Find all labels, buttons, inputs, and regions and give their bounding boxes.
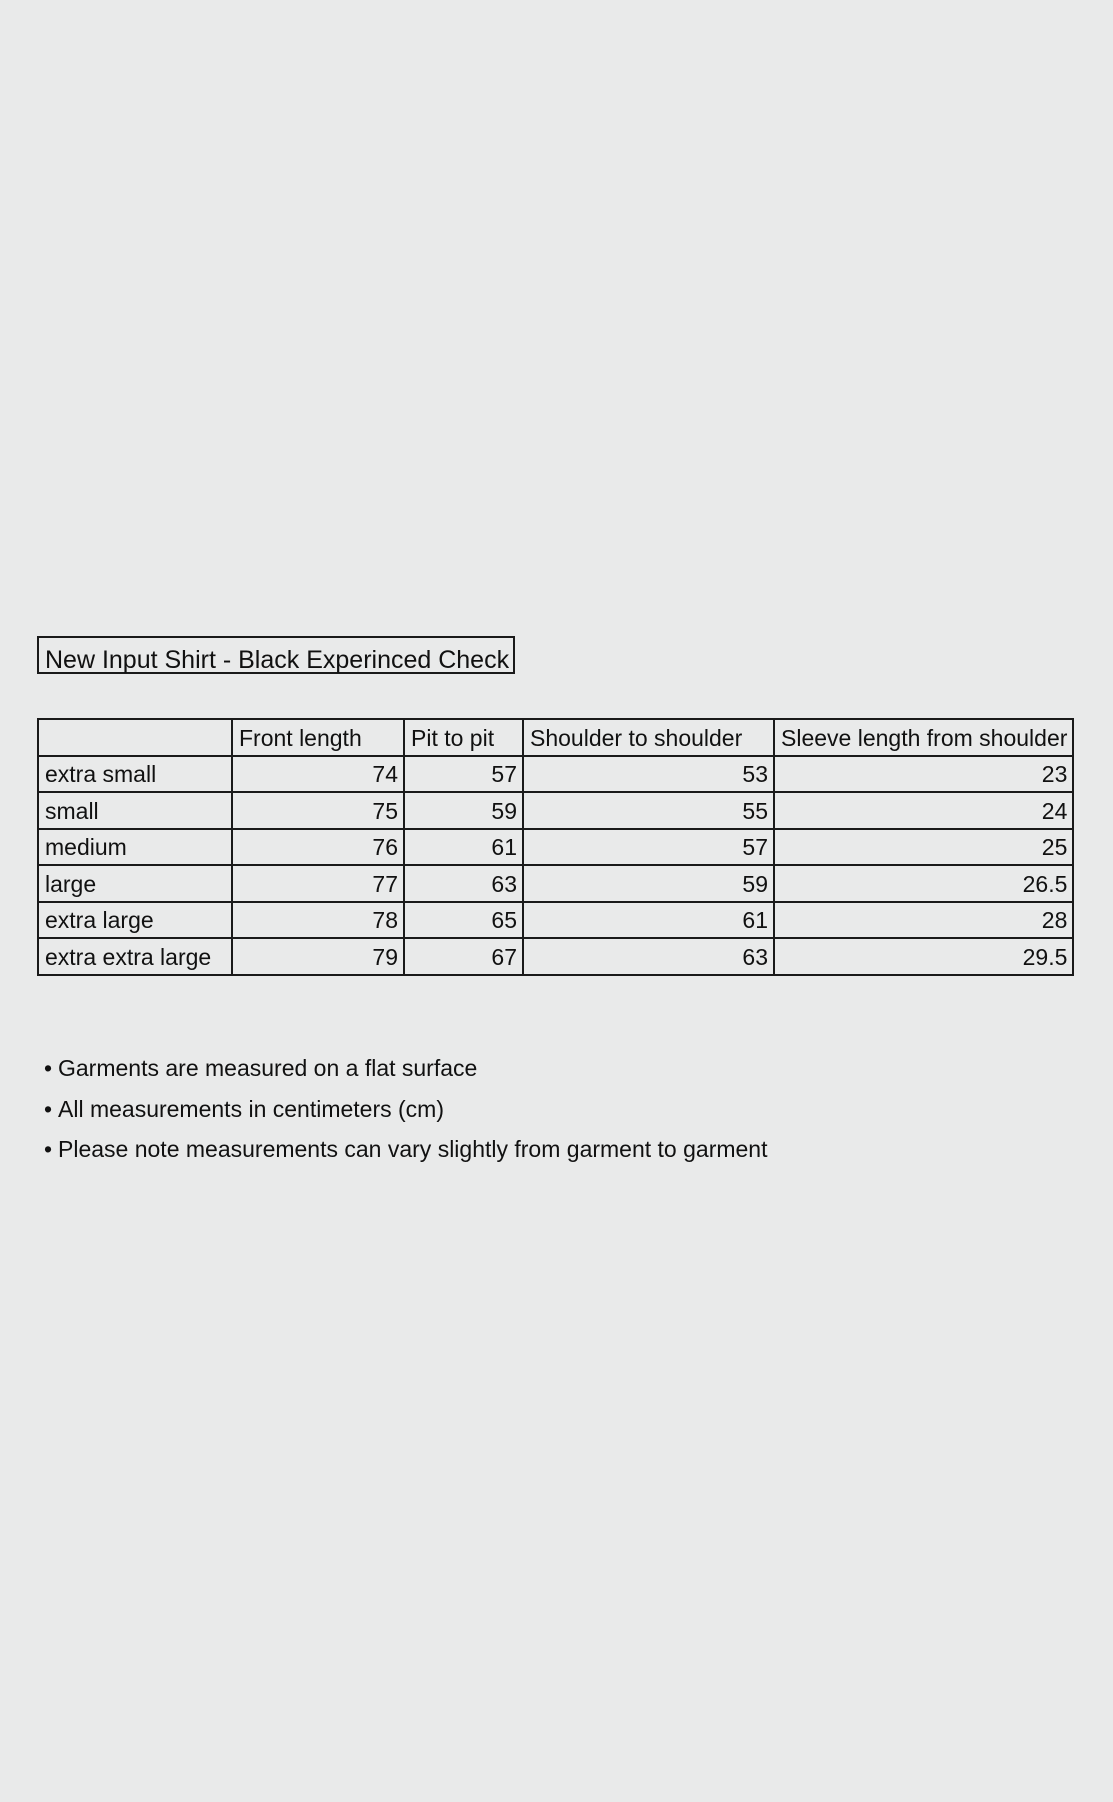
sleeve-length-value: 23 <box>774 756 1073 793</box>
front-length-value: 76 <box>232 829 404 866</box>
note-text: Please note measurements can vary slightly from garment to garment <box>58 1136 768 1162</box>
bullet-icon: • <box>44 1136 53 1162</box>
table-row <box>38 902 1073 939</box>
front-length-value: 79 <box>232 938 404 975</box>
shoulder-to-shoulder-value: 55 <box>523 792 774 829</box>
bullet-icon: • <box>44 1095 53 1122</box>
bullet-icon: • <box>44 1055 53 1081</box>
size-label: large <box>38 865 232 902</box>
size-chart-table <box>37 718 1074 976</box>
shoulder-to-shoulder-value: 57 <box>523 829 774 866</box>
pit-to-pit-value: 57 <box>404 756 523 793</box>
shoulder-to-shoulder-value: 59 <box>523 865 774 902</box>
size-label: extra extra large <box>38 938 232 975</box>
sleeve-length-value: 24 <box>774 792 1073 829</box>
table-header-row <box>38 719 1073 756</box>
front-length-value: 75 <box>232 792 404 829</box>
header-pit-to-pit: Pit to pit <box>404 719 523 756</box>
note-item <box>44 1089 768 1130</box>
note-text: All measurements in centimeters (cm) <box>58 1095 444 1122</box>
front-length-value: 74 <box>232 756 404 793</box>
table-row <box>38 938 1073 975</box>
table-row <box>38 829 1073 866</box>
sleeve-length-value: 28 <box>774 902 1073 939</box>
table-row <box>38 792 1073 829</box>
size-label: small <box>38 792 232 829</box>
table-row <box>38 865 1073 902</box>
sleeve-length-value: 25 <box>774 829 1073 866</box>
note-text: Garments are measured on a flat surface <box>58 1055 478 1081</box>
header-cell-empty <box>38 719 232 756</box>
pit-to-pit-value: 63 <box>404 865 523 902</box>
table-row <box>38 756 1073 793</box>
pit-to-pit-value: 67 <box>404 938 523 975</box>
note-item <box>44 1129 768 1170</box>
sleeve-length-value: 26.5 <box>774 865 1073 902</box>
header-shoulder-to-shoulder: Shoulder to shoulder <box>523 719 774 756</box>
shoulder-to-shoulder-value: 61 <box>523 902 774 939</box>
size-label: extra small <box>38 756 232 793</box>
shoulder-to-shoulder-value: 63 <box>523 938 774 975</box>
front-length-value: 77 <box>232 865 404 902</box>
header-front-length: Front length <box>232 719 404 756</box>
sleeve-length-value: 29.5 <box>774 938 1073 975</box>
pit-to-pit-value: 65 <box>404 902 523 939</box>
shoulder-to-shoulder-value: 53 <box>523 756 774 793</box>
note-item <box>44 1048 768 1089</box>
size-label: extra large <box>38 902 232 939</box>
size-chart-title: New Input Shirt - Black Experinced Check <box>37 636 515 674</box>
header-sleeve-length: Sleeve length from shoulder <box>774 719 1073 756</box>
pit-to-pit-value: 59 <box>404 792 523 829</box>
measurement-notes <box>44 1048 768 1170</box>
pit-to-pit-value: 61 <box>404 829 523 866</box>
size-label: medium <box>38 829 232 866</box>
front-length-value: 78 <box>232 902 404 939</box>
